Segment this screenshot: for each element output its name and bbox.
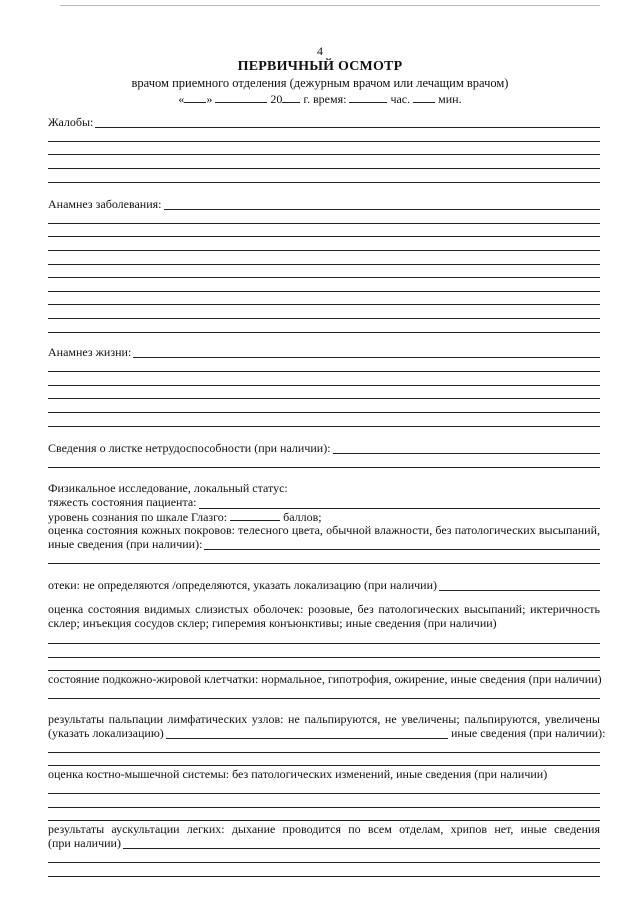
minutes-field[interactable] <box>413 91 435 103</box>
complaints-line[interactable] <box>48 127 600 128</box>
skin-line[interactable] <box>48 563 600 564</box>
page-number: 4 <box>317 44 323 58</box>
anamnesis-life-line[interactable] <box>48 385 600 386</box>
subcutaneous-label: состояние подкожно-жировой клетчатки: нормальное, гипотрофия, ожирение, иные сведения (при наличии) <box>48 672 602 686</box>
year-prefix: 20 <box>270 92 283 106</box>
anamnesis-disease-line[interactable] <box>48 236 600 237</box>
severity-label: тяжесть состояния пациента: <box>48 495 197 509</box>
mucosa-text-line-1: оценка состояния видимых слизистых оболочек: розовые, без патологических высыпаний; иктеричность <box>48 602 600 616</box>
complaints-line[interactable] <box>48 154 600 155</box>
subcutaneous-top-line[interactable] <box>48 670 600 671</box>
edema-label: отеки: не определяются /определяются, указать локализацию (при наличии) <box>48 578 438 592</box>
anamnesis-life-line[interactable] <box>48 398 600 399</box>
anamnesis-disease-line[interactable] <box>48 250 600 251</box>
complaints-line[interactable] <box>48 141 600 142</box>
anamnesis-disease-label: Анамнез заболевания: <box>48 197 162 211</box>
musculoskeletal-line[interactable] <box>48 793 600 794</box>
skin-text-line-1: оценка состояния кожных покровов: телесного цвета, обычной влажности, без патологических высыпаний, <box>48 523 600 537</box>
complaints-line[interactable] <box>48 168 600 169</box>
form-title: ПЕРВИЧНЫЙ ОСМОТР <box>237 59 403 74</box>
anamnesis-disease-line[interactable] <box>48 264 600 265</box>
lymph-text <box>48 712 600 726</box>
mucosa-text-line-2: склер; инъекция сосудов склер; гиперемия конъюнктивы; иные сведения (при наличии) <box>48 616 497 630</box>
glasgow-unit: баллов; <box>283 510 322 524</box>
physical-exam-label: Физикальное исследование, локальный статус: <box>48 481 288 495</box>
date-quote-close: » <box>206 92 213 106</box>
musculoskeletal-line[interactable] <box>48 807 600 808</box>
month-field[interactable] <box>215 91 267 103</box>
sick-leave-line[interactable] <box>48 467 600 468</box>
anamnesis-disease-line[interactable] <box>48 291 600 292</box>
glasgow-label: уровень сознания по шкале Глазго: <box>48 510 228 524</box>
anamnesis-life-label: Анамнез жизни: <box>48 345 132 359</box>
complaints-line[interactable] <box>48 182 600 183</box>
mucosa-line[interactable] <box>48 657 600 658</box>
top-border <box>60 5 600 6</box>
skin-other-label: иные сведения (при наличии): <box>48 537 203 551</box>
lymph-text-line-1: результаты пальпации лимфатических узлов: не пальпируются, не увеличены; пальпируются, увеличены <box>48 712 600 726</box>
anamnesis-life-line[interactable] <box>48 426 600 427</box>
musculoskeletal-label: оценка костно-мышечной системы: без патологических изменений, иные сведения (при наличии) <box>48 767 548 781</box>
year-field[interactable] <box>282 91 300 103</box>
minutes-label: мин. <box>438 92 462 106</box>
year-suffix: г. время: <box>303 92 347 106</box>
auscultation-text-line-1: результаты аускультации легких: дыхание проводится по всем отделам, хрипов нет, иные сведения <box>48 822 600 836</box>
auscultation-line[interactable] <box>48 876 600 877</box>
date-time-line <box>0 91 640 107</box>
auscultation-top-line[interactable] <box>48 820 600 821</box>
glasgow-score-field[interactable] <box>230 509 280 521</box>
hours-label: час. <box>390 92 411 106</box>
subcutaneous-line[interactable] <box>48 698 600 699</box>
musculoskeletal-top-line[interactable] <box>48 765 600 766</box>
anamnesis-disease-line[interactable] <box>48 332 600 333</box>
anamnesis-life-line[interactable] <box>48 371 600 372</box>
auscultation-line[interactable] <box>48 848 600 849</box>
auscultation-text <box>48 822 600 836</box>
glasgow-line <box>48 509 324 524</box>
mucosa-text <box>48 602 600 616</box>
lymph-location-label: (указать локализацию) <box>48 726 164 740</box>
auscultation-line[interactable] <box>48 862 600 863</box>
hours-field[interactable] <box>349 91 387 103</box>
sick-leave-label: Сведения о листке нетрудоспособности (при наличии): <box>48 441 331 455</box>
anamnesis-disease-line[interactable] <box>48 223 600 224</box>
anamnesis-disease-line[interactable] <box>48 304 600 305</box>
lymph-other-label: иные сведения (при наличии): <box>448 726 607 740</box>
anamnesis-disease-line[interactable] <box>48 277 600 278</box>
form-subtitle: врачом приемного отделения (дежурным врачом или лечащим врачом) <box>131 76 509 90</box>
auscultation-other-label: (при наличии) <box>48 836 121 850</box>
mucosa-line[interactable] <box>48 643 600 644</box>
date-quote-open: « <box>178 92 185 106</box>
anamnesis-life-line[interactable] <box>48 412 600 413</box>
lymph-line[interactable] <box>48 752 600 753</box>
anamnesis-disease-line[interactable] <box>48 318 600 319</box>
skin-text <box>48 523 600 537</box>
day-field[interactable] <box>184 91 206 103</box>
complaints-label: Жалобы: <box>48 115 94 129</box>
